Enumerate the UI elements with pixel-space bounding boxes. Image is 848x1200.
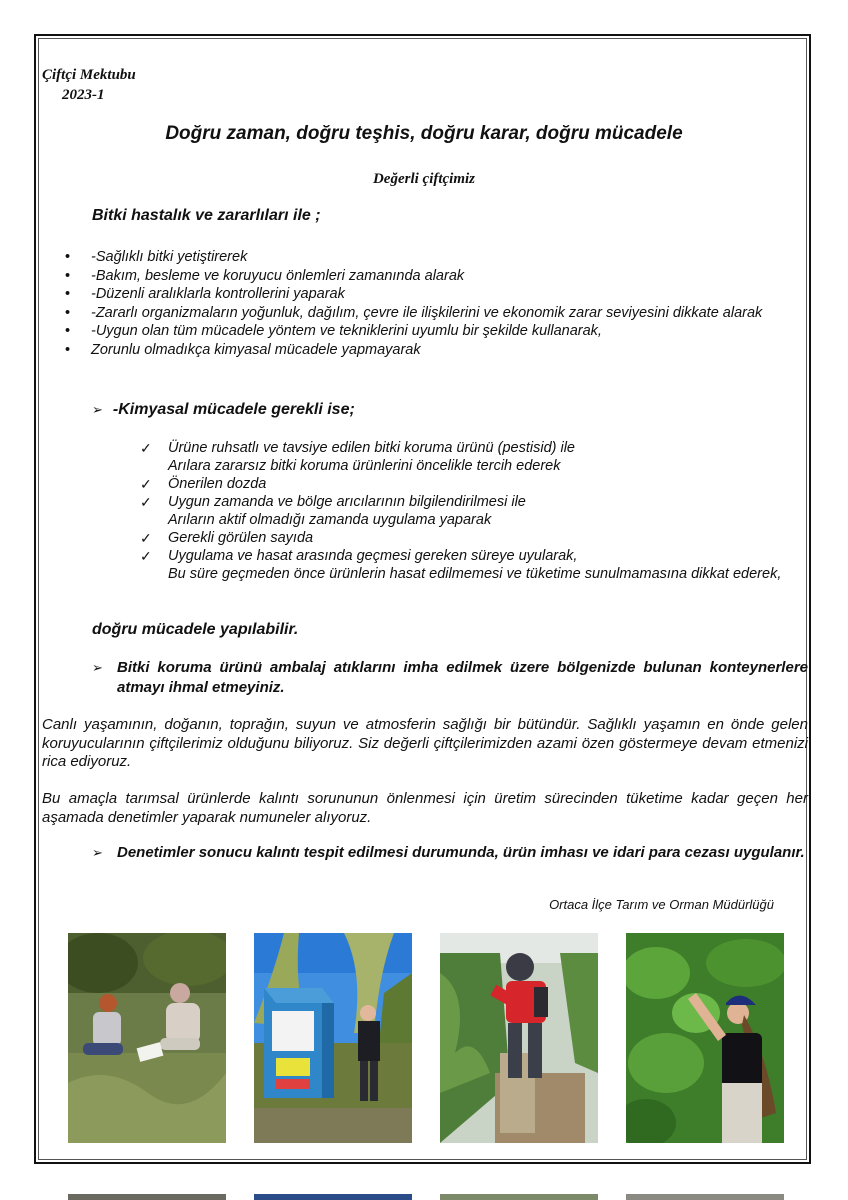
check-item: ✓ Uygulama ve hasat arasında geçmesi gereken süreye uyularak, Bu süre geçmeden önce ürünlerin hasat edilmemesi ve tüketime sunulmamasına dikkat ederek,	[140, 548, 782, 582]
check-item: ✓ Önerilen dozda	[140, 476, 267, 492]
list-item: • -Zararlı organizmaların yoğunluk, dağılım, çevre ile ilişkilerini ve ekonomik zarar seviyesini dikkate alarak	[65, 304, 763, 321]
field-inspection-image	[68, 933, 226, 1143]
arrow-bullet-icon: ➢	[92, 845, 103, 860]
waste-container-image	[254, 933, 412, 1143]
check-item: ✓ Uygun zamanda ve bölge arıcılarının bilgilendirilmesi ile Arıların aktif olmadığı zamanda uygulama yaparak	[140, 494, 526, 528]
health-paragraph: Canlı yaşamının, doğanın, toprağın, suyun ve atmosferin sağlığı bir bütündür. Sağlıklı yaşamın en önde gelen koruyucularının çiftçilerimiz olduğunu biliyoruz. Siz değerli çiftçilerimizden azami özen göstermeye devam etmenizi rica ediyoruz.	[42, 716, 808, 770]
check-item: ✓ Ürüne ruhsatlı ve tavsiye edilen bitki koruma ürünü (pestisid) ile Arılara zararsız bitki koruma ürünlerini öncelikle tercih ederek	[140, 440, 575, 474]
bullet-icon: •	[65, 267, 71, 284]
inspection-paragraph: Bu amaçla tarımsal ürünlerde kalıntı sorununun önlenmesi için üretim sürecinden tüketime kadar geçen her aşamada denetimler yaparak numuneler alıyoruz.	[42, 790, 808, 826]
conclusion-line: doğru mücadele yapılabilir.	[92, 621, 299, 638]
chemical-heading: ➢ -Kimyasal mücadele gerekli ise;	[92, 401, 355, 418]
letter-year: 2023-1	[62, 87, 105, 103]
list-item: • -Uygun olan tüm mücadele yöntem ve tekniklerini uyumlu bir şekilde kullanarak,	[65, 323, 602, 339]
greenhouse-image	[440, 933, 598, 1143]
intro-line: Bitki hastalık ve zararlıları ile ;	[92, 207, 321, 224]
checkmark-icon: ✓	[140, 530, 152, 546]
next-page-edge	[440, 1194, 598, 1200]
penalty-warning: ➢ Denetimler sonucu kalıntı tespit edilmesi durumunda, ürün imhası ve idari para cezası uygulanır.	[92, 844, 805, 861]
page-title: Doğru zaman, doğru teşhis, doğru karar, doğru mücadele	[165, 123, 683, 144]
list-item: • -Düzenli aralıklarla kontrollerini yaparak	[65, 286, 345, 302]
next-page-edge	[254, 1194, 412, 1200]
signature: Ortaca İlçe Tarım ve Orman Müdürlüğü	[549, 897, 774, 912]
bullet-icon: •	[65, 341, 71, 358]
photo-waste-container	[254, 933, 412, 1143]
salutation: Değerli çiftçimiz	[372, 171, 476, 187]
bullet-icon: •	[65, 304, 71, 321]
photo-leaf-inspection	[626, 933, 784, 1143]
arrow-bullet-icon: ➢	[92, 660, 103, 675]
bullet-icon: •	[65, 286, 71, 302]
list-item: • Zorunlu olmadıkça kimyasal mücadele yapmayarak	[65, 341, 421, 358]
packaging-warning: ➢ Bitki koruma ürünü ambalaj atıklarını imha edilmek üzere bölgenizde bulunan konteynerlere atmayı ihmal etmeyiniz.	[92, 659, 808, 696]
photo-field-inspection	[68, 933, 226, 1143]
chemical-checklist	[140, 439, 790, 583]
next-page-edge	[68, 1194, 226, 1200]
checkmark-icon: ✓	[140, 440, 152, 456]
photo-greenhouse	[440, 933, 598, 1143]
practice-list	[65, 248, 785, 359]
bullet-icon: •	[65, 249, 71, 265]
checkmark-icon: ✓	[140, 494, 152, 510]
checkmark-icon: ✓	[140, 476, 152, 492]
letter-header	[42, 65, 136, 105]
bullet-icon: •	[65, 323, 71, 339]
letter-label: Çiftçi Mektubu	[42, 67, 136, 83]
next-page-edge	[626, 1194, 784, 1200]
arrow-bullet-icon: ➢	[92, 402, 103, 417]
checkmark-icon: ✓	[140, 548, 152, 564]
check-item: ✓ Gerekli görülen sayıda	[140, 530, 314, 546]
list-item: • -Sağlıklı bitki yetiştirerek	[65, 249, 248, 265]
list-item: • -Bakım, besleme ve koruyucu önlemleri zamanında alarak	[65, 267, 465, 284]
leaf-inspection-image	[626, 933, 784, 1143]
